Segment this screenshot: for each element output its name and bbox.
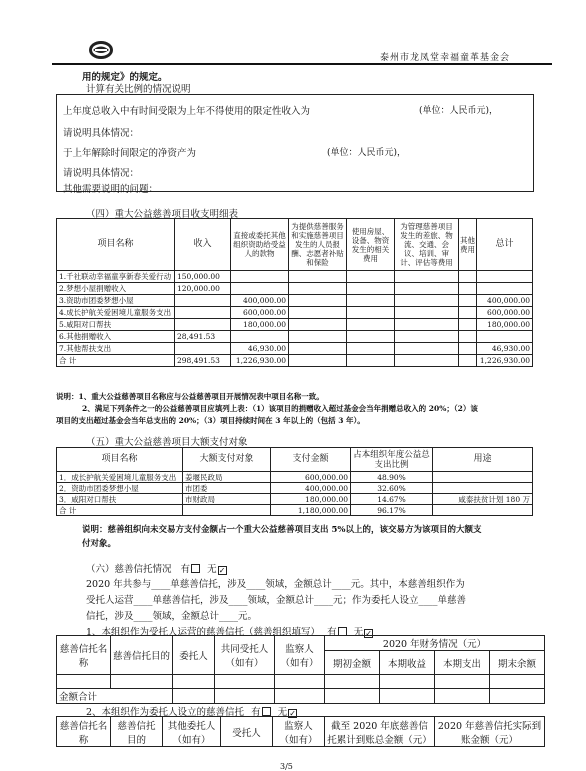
cell [231,271,289,283]
cell [175,343,231,355]
table-row [57,271,533,283]
cell [395,331,459,343]
cell [395,283,459,295]
foundation-logo [88,40,114,60]
ratio-row-text: 请说明具体情况： [63,168,140,179]
cell [395,343,459,355]
cell [459,343,477,355]
table-total-row [57,355,533,367]
cell: 咸泰扶贫计划 180 万 [433,494,533,505]
col-header: 其他委托人（如有） [163,717,221,747]
table-header-row [57,636,545,651]
table5-note: 说明：慈善组织向未交易方支付金额占一个重大公益慈善项目支出 5%以上的，该交易方为该项目的大额支 [82,525,482,535]
col-header: 为管理慈善项目发生的差旅、物流、交通、会议、培训、审计、评估等费用 [395,219,459,271]
trust-title-text: （六）慈善信托情况 [86,564,172,575]
cell [289,355,347,367]
table4-note: 项目的支出超过基金会当年总支出的 20%；（3）项目持续时间在 3 年以上的（包括 3 年）。 [56,416,365,425]
ratio-row-unit: (单位：人民币元)， [327,148,407,158]
col-header: 受托人 [221,717,273,747]
col-header: 监察人（如有） [273,717,325,747]
table-row [57,319,533,331]
trust-summary-line: 2020 年共参与____单慈善信托，涉及____领域，金额总计____元。其中，本慈善组织作为 [86,579,465,590]
cell: 3.资助市团委梦想小屋 [57,295,175,307]
cell [175,295,231,307]
col-header: 直接或委托其他组织资助给受益人的款物 [231,219,289,271]
cell: 180,000.00 [477,319,533,331]
cell: 180,000.00 [231,319,289,331]
col-header: 用途 [433,448,533,472]
cell [459,283,477,295]
trust-summary-line: 受托人运营____单慈善信托，涉及____领域，金额总计____元；作为委托人设立____单慈善 [86,595,467,606]
table4-caption: （四）重大公益慈善项目收支明细表 [86,209,239,220]
trust-summary-line: 信托，涉及____领域，金额总计____元。 [86,611,258,622]
table4-note: 说明：1、重大公益慈善项目名称应与公益慈善项目开展情况表中项目名称一致。 [56,392,324,401]
have-label: 有 [180,564,191,575]
cell [347,295,395,307]
cell: 14.67% [351,494,433,505]
have-label: 有 [327,627,337,638]
cell: 28,491.53 [175,331,231,343]
cell [289,283,347,295]
cell [347,319,395,331]
cell [347,331,395,343]
cell: 600,000.00 [477,307,533,319]
table-total-row [57,689,545,704]
table-header-row [57,219,533,271]
cell: 180,000.00 [271,494,351,505]
cell: 1．成长护航关爱困境儿童服务支出 [57,472,183,483]
table-row [57,472,533,483]
cell [175,319,231,331]
cell: 400,000.00 [271,483,351,494]
cell: 46,930.00 [231,343,289,355]
table-row [57,483,533,494]
cell [289,331,347,343]
table-row [57,307,533,319]
cell: 600,000.00 [271,472,351,483]
cell [289,343,347,355]
cell [231,331,289,343]
cell: 合 计 [57,355,175,367]
cell [459,319,477,331]
cell [459,355,477,367]
table-total-row [57,505,533,516]
col-header: 占本组织年度公益总支出比例 [351,448,433,472]
cell: 48.90% [351,472,433,483]
col-header: 截至 2020 年底慈善信托累计到账总金额（元） [325,717,435,747]
none-label: 无 [207,564,217,575]
cell: 1.千社联动幸福童享新春关爱行动 [57,271,175,283]
trust-section-title [86,561,227,575]
cell: 298,491.53 [175,355,231,367]
cell: 6.其他捐赠收入 [57,331,175,343]
cell [347,355,395,367]
cell [395,295,459,307]
col-header: 慈善信托目的 [111,717,163,747]
cell: 4.成长护航关爱困境儿童服务支出 [57,307,175,319]
cell [459,295,477,307]
col-header: 支付金额 [271,448,351,472]
major-projects-table [56,218,533,367]
ratio-row-text: 其他需要说明的问题： [63,184,159,195]
cell: 2．资助市团委梦想小屋 [57,483,183,494]
cell: 400,000.00 [477,295,533,307]
cell [347,271,395,283]
sub-header: 期初金额 [325,651,380,675]
cell [175,307,231,319]
none-label: 无 [277,707,288,718]
cell [477,283,533,295]
ratio-explanation-box [56,94,534,195]
have-checkbox[interactable] [191,564,200,573]
col-header: 2020 年慈善信托实际到账金额（元） [435,717,545,747]
cell: 1,226,930.00 [477,355,533,367]
col-header: 使用房屋、设备、物资发生的相关费用 [347,219,395,271]
cell [433,483,533,494]
settlor-caption: 2、本组织作为委托人设立的慈善信托 [86,707,245,718]
large-payment-table [56,447,533,516]
cell [459,271,477,283]
cell: 市财政局 [183,494,271,505]
col-header: 为提供慈善服务和实施慈善项目发生的人员报酬、志愿者补贴和保险 [289,219,347,271]
ratio-row-text: 上年度总收入中有时间受限为上年不得使用的限定性收入为 [63,106,311,117]
table-row [57,283,533,295]
col-header: 其他费用 [459,219,477,271]
cell: 600,000.00 [231,307,289,319]
table-header-row [57,717,545,747]
cell [289,295,347,307]
cell: 150,000.00 [175,271,231,283]
ratio-row-text: 于上年解除时间限定的净资产为 [63,148,197,159]
cell [347,283,395,295]
col-header: 项目名称 [57,219,175,271]
table5-note: 付对象。 [82,539,117,549]
table-row [57,331,533,343]
cell: 合 计 [57,505,183,516]
sub-header: 本期收益 [380,651,435,675]
trustee-trust-table [56,635,545,704]
cell: 120,000.00 [175,283,231,295]
none-checkbox[interactable] [218,566,227,575]
group-header: 2020 年财务情况（元） [325,636,545,651]
organization-name: 泰州市龙凤堂幸福童革基金会 [380,53,511,63]
ratio-row-text: 请说明具体情况： [63,128,140,139]
cell [433,472,533,483]
table4-note: 2、满足下列条件之一的公益慈善项目应填列上表：（1）该项目的捐赠收入超过基金会当年捐赠总收入的 20%；（2）该 [82,404,478,413]
have-checkbox[interactable] [262,707,271,716]
col-header: 大额支付对象 [183,448,271,472]
cell: 2.梦想小屋捐赠收入 [57,283,175,295]
col-header: 慈善信托目的 [111,636,173,675]
sub-header: 期末余额 [490,651,545,675]
table-row [57,494,533,505]
cell [433,505,533,516]
cell [477,271,533,283]
header-rule [52,63,552,65]
cell [347,343,395,355]
col-header: 慈善信托名称 [57,636,111,675]
col-header: 总计 [477,219,533,271]
page-number: 3/5 [280,762,293,771]
cell [459,307,477,319]
table-row [57,343,533,355]
cell: 姜堰民政局 [183,472,271,483]
cell: 市团委 [183,483,271,494]
ratio-section-title: 计算有关比例的情况说明 [86,84,191,95]
cell: 400,000.00 [231,295,289,307]
cell: 5.咸阳对口帮扶 [57,319,175,331]
cell [477,331,533,343]
cell [289,271,347,283]
cell: 1,226,930.00 [231,355,289,367]
cell [395,355,459,367]
cell: 32.60% [351,483,433,494]
none-label: 无 [353,627,364,638]
cell: 46,930.00 [477,343,533,355]
cell [347,307,395,319]
col-header: 慈善信托名称 [57,717,111,747]
col-header: 委托人 [173,636,215,675]
cell [459,331,477,343]
cell [231,283,289,295]
cell: 7.其他帮扶支出 [57,343,175,355]
cell [289,307,347,319]
have-label: 有 [251,707,261,718]
table-header-row [57,448,533,472]
col-header: 收入 [175,219,231,271]
col-header: 监察人（如有） [275,636,325,675]
cell [183,505,271,516]
cell: 96.17% [351,505,433,516]
cell: 3．咸阳对口帮扶 [57,494,183,505]
cell: 1,180,000.00 [271,505,351,516]
cell [289,319,347,331]
cell [395,319,459,331]
total-label: 金额合计 [57,689,173,704]
cell [395,307,459,319]
col-header: 项目名称 [57,448,183,472]
ratio-row-unit: (单位：人民币元)， [419,106,499,116]
sub-header: 本期支出 [435,651,490,675]
table5-caption: （五）重大公益慈善项目大额支付对象 [86,437,248,448]
table-row [57,675,545,689]
settlor-trust-table [56,716,545,747]
lead-text: 用的规定》的规定。 [82,72,168,83]
col-header: 共同受托人（如有） [215,636,275,675]
cell [395,271,459,283]
table-row [57,295,533,307]
trustee-caption: 1、本组织作为受托人运营的慈善信托（慈善组织填写） [86,627,321,638]
